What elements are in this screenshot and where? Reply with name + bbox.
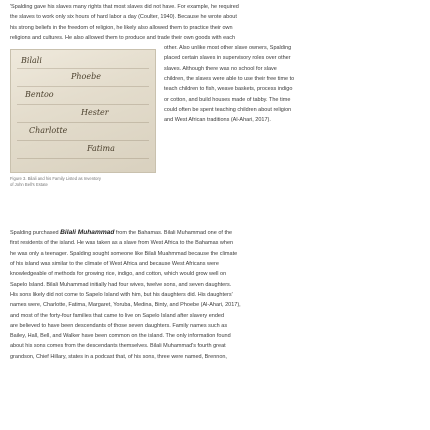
- text-line: his strong beliefs in the freedom of religion, he likely also allowed them to practice their own: [10, 24, 233, 31]
- text-line: slaves. Although there was no school for slave: [164, 65, 277, 72]
- text-line: or cotton, and build houses made of tabby. The time: [164, 96, 291, 103]
- text-line: grandson, Chief Hillary, states in a podcast that, of his sons, three were named, Brennon,: [10, 353, 227, 360]
- figure-caption: Figure 3. Bilali and his Family Listed as Inventory of John Bell's Estate: [10, 176, 102, 188]
- text-line: are believed to have been descendants of those seven daughters. Family names such as: [10, 322, 228, 329]
- text-line: Bailey, Hall, Bell, and Walker have been common on the island. The only information found: [10, 333, 231, 340]
- text-line: names were, Charlotte, Fatima, Margaret, Yoruba, Medina, Binty, and Phoebe (Al-Ahari, 2017),: [10, 302, 241, 309]
- lead-text: Spalding purchased: [10, 230, 59, 237]
- text-line: children, the slaves were able to use their free time to: [164, 76, 295, 83]
- paragraph-intro: [10, 2, 420, 43]
- text-line: and most of the forty-four families that came to live on Sapelo Island after slavery ended: [10, 312, 225, 319]
- script-name: Phoebe: [71, 72, 101, 82]
- text-line: knowledgeable of methods for growing rice, indigo, and cotton, which would grow well on: [10, 271, 227, 278]
- paragraph-intro-continued: [164, 43, 420, 125]
- text-line: placed certain slaves in supervisory roles over other: [164, 55, 291, 62]
- script-name: Fatima: [87, 144, 115, 154]
- text-line: the slaves to work only six hours of hard labor a day (Coulter, 1940). Because he wrote about: [10, 14, 237, 21]
- text-line: and West African traditions (Al-Ahari, 2017).: [164, 117, 271, 124]
- text-line: [10, 228, 420, 238]
- script-name: Charlotte: [29, 126, 68, 136]
- text-line: first residents of the island. He was taken as a slave from West Africa to the Bahamas when: [10, 240, 234, 247]
- script-name: Hester: [81, 108, 109, 118]
- text-line: about his sons comes from the descendants themselves. Bilali Muhammad's fourth great: [10, 343, 226, 350]
- text-line: other. Also unlike most other slave owners, Spalding: [164, 45, 292, 52]
- text-line: religions and cultures. He also allowed them to produce and trade their own goods with each: [10, 34, 236, 41]
- text-line: 'Spalding gave his slaves many rights that most slaves did not have. For example, he required: [10, 4, 239, 10]
- bilali-name: Bilali Muhammad: [60, 229, 115, 237]
- script-name: Bilali: [21, 56, 42, 66]
- text-line: could often be spent teaching children about religion: [164, 106, 292, 113]
- text-line: teach children to fish, weave baskets, process indigo: [164, 86, 293, 93]
- text-line: he was only a teenager. Spalding sought someone like Bilali Muahmmad because the climate: [10, 250, 238, 257]
- lead-rest: from the Bahamas. Bilali Muhammad one of the: [114, 230, 233, 237]
- text-line: Sapelo Island. Bilali Muhammad initially had four wives, twelve sons, and seven daughters.: [10, 281, 232, 288]
- text-line: His sons likely did not come to Sapelo Island with him, but his daughters did. His daughters': [10, 291, 233, 298]
- inventory-document-image: [10, 49, 156, 173]
- figure-wrap-section: [10, 43, 420, 226]
- text-line: of his island was similar to the climate of West Africa and because West Africans were: [10, 261, 219, 268]
- paragraph-bilali: [10, 228, 420, 362]
- script-name: Bentoo: [25, 90, 54, 100]
- figure-3: [10, 49, 156, 188]
